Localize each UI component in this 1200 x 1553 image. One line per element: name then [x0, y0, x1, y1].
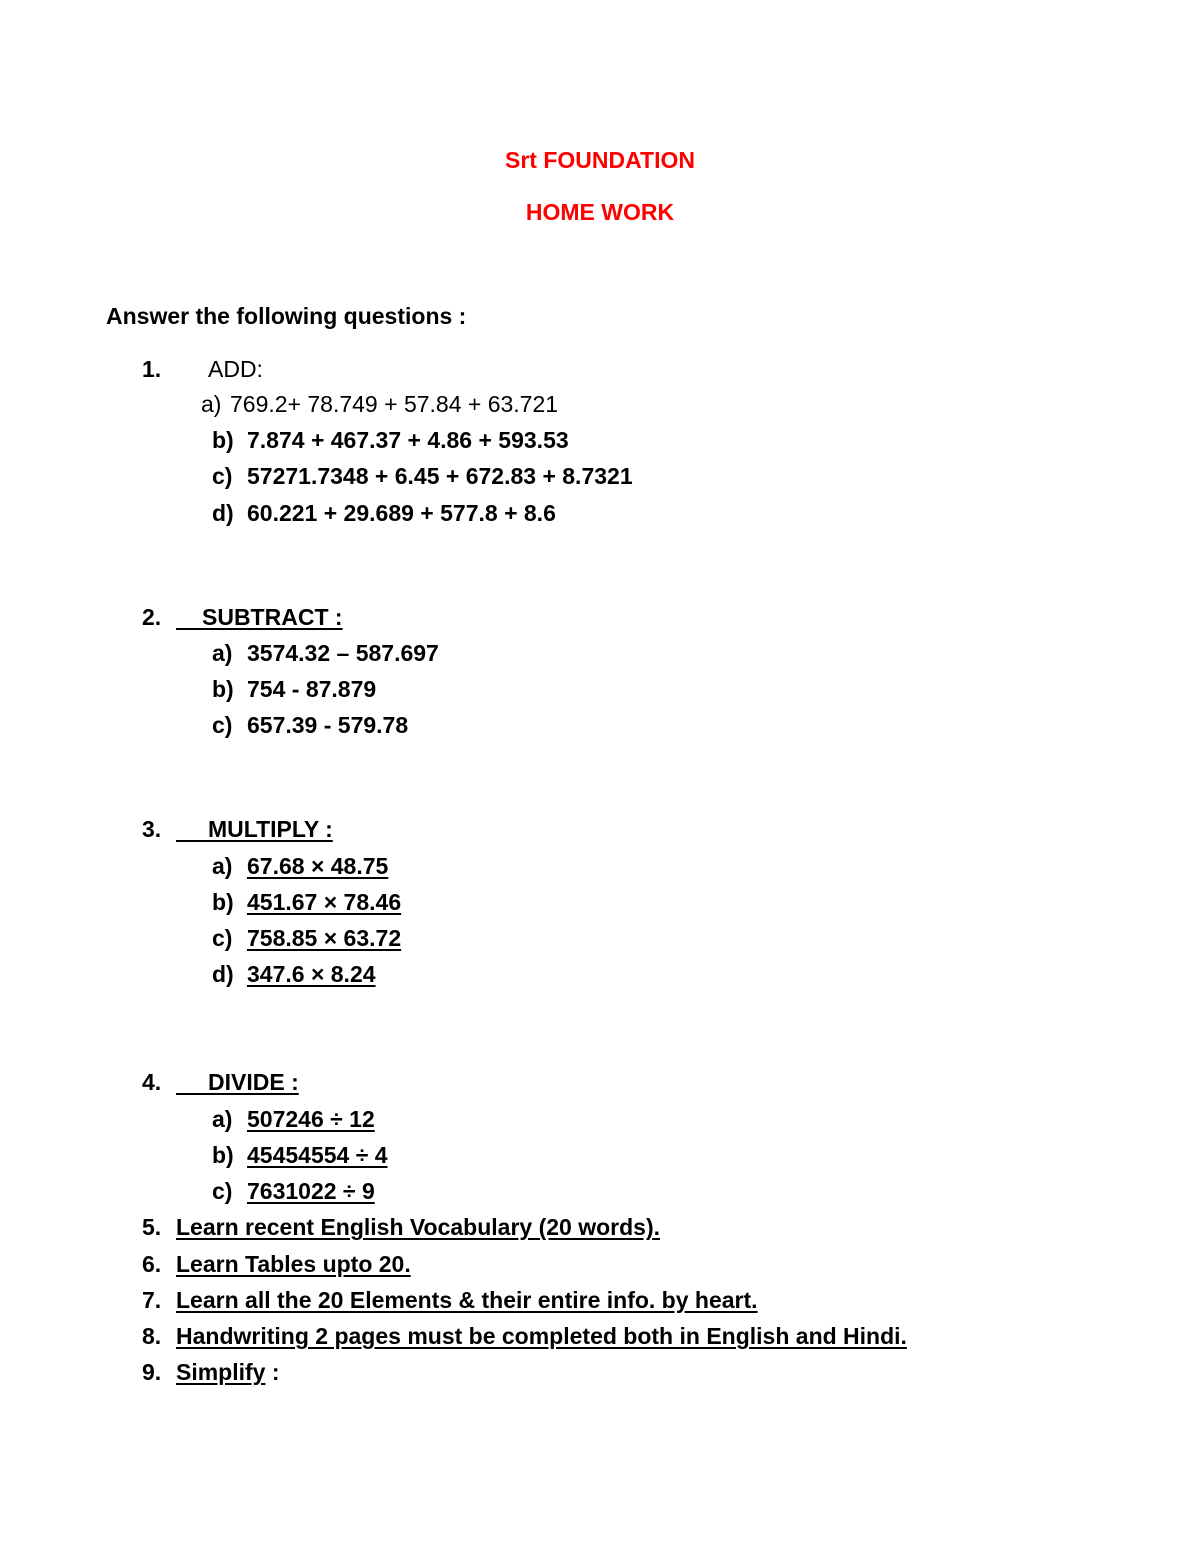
add-item-b: 7.874 + 467.37 + 4.86 + 593.53 — [247, 427, 569, 453]
item-letter: a) — [201, 391, 222, 417]
item-letter: d) — [212, 500, 234, 526]
item-letter: a) — [212, 640, 233, 666]
multiply-item-b: 451.67 × 78.46 — [247, 889, 402, 915]
task-vocabulary: Learn recent English Vocabulary (20 words). — [176, 1214, 660, 1240]
item-letter: c) — [212, 712, 233, 738]
divide-item-c: 7631022 ÷ 9 — [247, 1178, 375, 1204]
task-elements: Learn all the 20 Elements & their entire info. by heart. — [176, 1287, 758, 1313]
divide-item-a: 507246 ÷ 12 — [247, 1106, 375, 1132]
question-number: 5. — [142, 1214, 162, 1240]
item-letter: d) — [212, 961, 234, 987]
question-number: 6. — [142, 1251, 162, 1277]
question-number: 9. — [142, 1359, 162, 1385]
add-item-c: 57271.7348 + 6.45 + 672.83 + 8.7321 — [247, 463, 633, 489]
underline-lead — [176, 1093, 210, 1095]
question-number: 8. — [142, 1323, 162, 1349]
subtract-item-b: 754 - 87.879 — [247, 676, 377, 702]
instructions: Answer the following questions : — [106, 303, 467, 329]
question-heading-multiply: MULTIPLY : — [208, 816, 333, 842]
item-letter: c) — [212, 463, 233, 489]
question-heading-divide: DIVIDE : — [208, 1069, 299, 1095]
item-letter: a) — [212, 1106, 233, 1132]
item-letter: b) — [212, 676, 234, 702]
task-handwriting: Handwriting 2 pages must be completed both in English and Hindi. — [176, 1323, 907, 1349]
item-letter: b) — [212, 1142, 234, 1168]
org-title: Srt FOUNDATION — [505, 147, 695, 173]
question-number: 7. — [142, 1287, 162, 1313]
underline-lead — [176, 840, 210, 842]
underline-lead — [176, 628, 204, 630]
item-letter: c) — [212, 925, 233, 951]
task-simplify — [176, 1361, 280, 1384]
divide-item-b: 45454554 ÷ 4 — [247, 1142, 388, 1168]
item-letter: a) — [212, 853, 233, 879]
add-item-a: 769.2+ 78.749 + 57.84 + 63.721 — [230, 391, 559, 417]
item-letter: b) — [212, 427, 234, 453]
question-heading-add: ADD: — [208, 356, 263, 382]
multiply-item-c: 758.85 × 63.72 — [247, 925, 402, 951]
question-heading-subtract: SUBTRACT : — [202, 604, 343, 630]
multiply-item-d: 347.6 × 8.24 — [247, 961, 376, 987]
simplify-colon: : — [265, 1359, 280, 1385]
doc-title: HOME WORK — [525, 199, 675, 225]
question-number: 4. — [142, 1069, 162, 1095]
multiply-item-a: 67.68 × 48.75 — [247, 853, 389, 879]
subtract-item-c: 657.39 - 579.78 — [247, 712, 409, 738]
subtract-item-a: 3574.32 – 587.697 — [247, 640, 439, 666]
question-number: 3. — [142, 816, 162, 842]
task-tables: Learn Tables upto 20. — [176, 1251, 411, 1277]
question-number: 2. — [142, 604, 162, 630]
add-item-d: 60.221 + 29.689 + 577.8 + 8.6 — [247, 500, 556, 526]
item-letter: c) — [212, 1178, 233, 1204]
simplify-label: Simplify — [176, 1359, 266, 1385]
question-number: 1. — [142, 356, 162, 382]
item-letter: b) — [212, 889, 234, 915]
